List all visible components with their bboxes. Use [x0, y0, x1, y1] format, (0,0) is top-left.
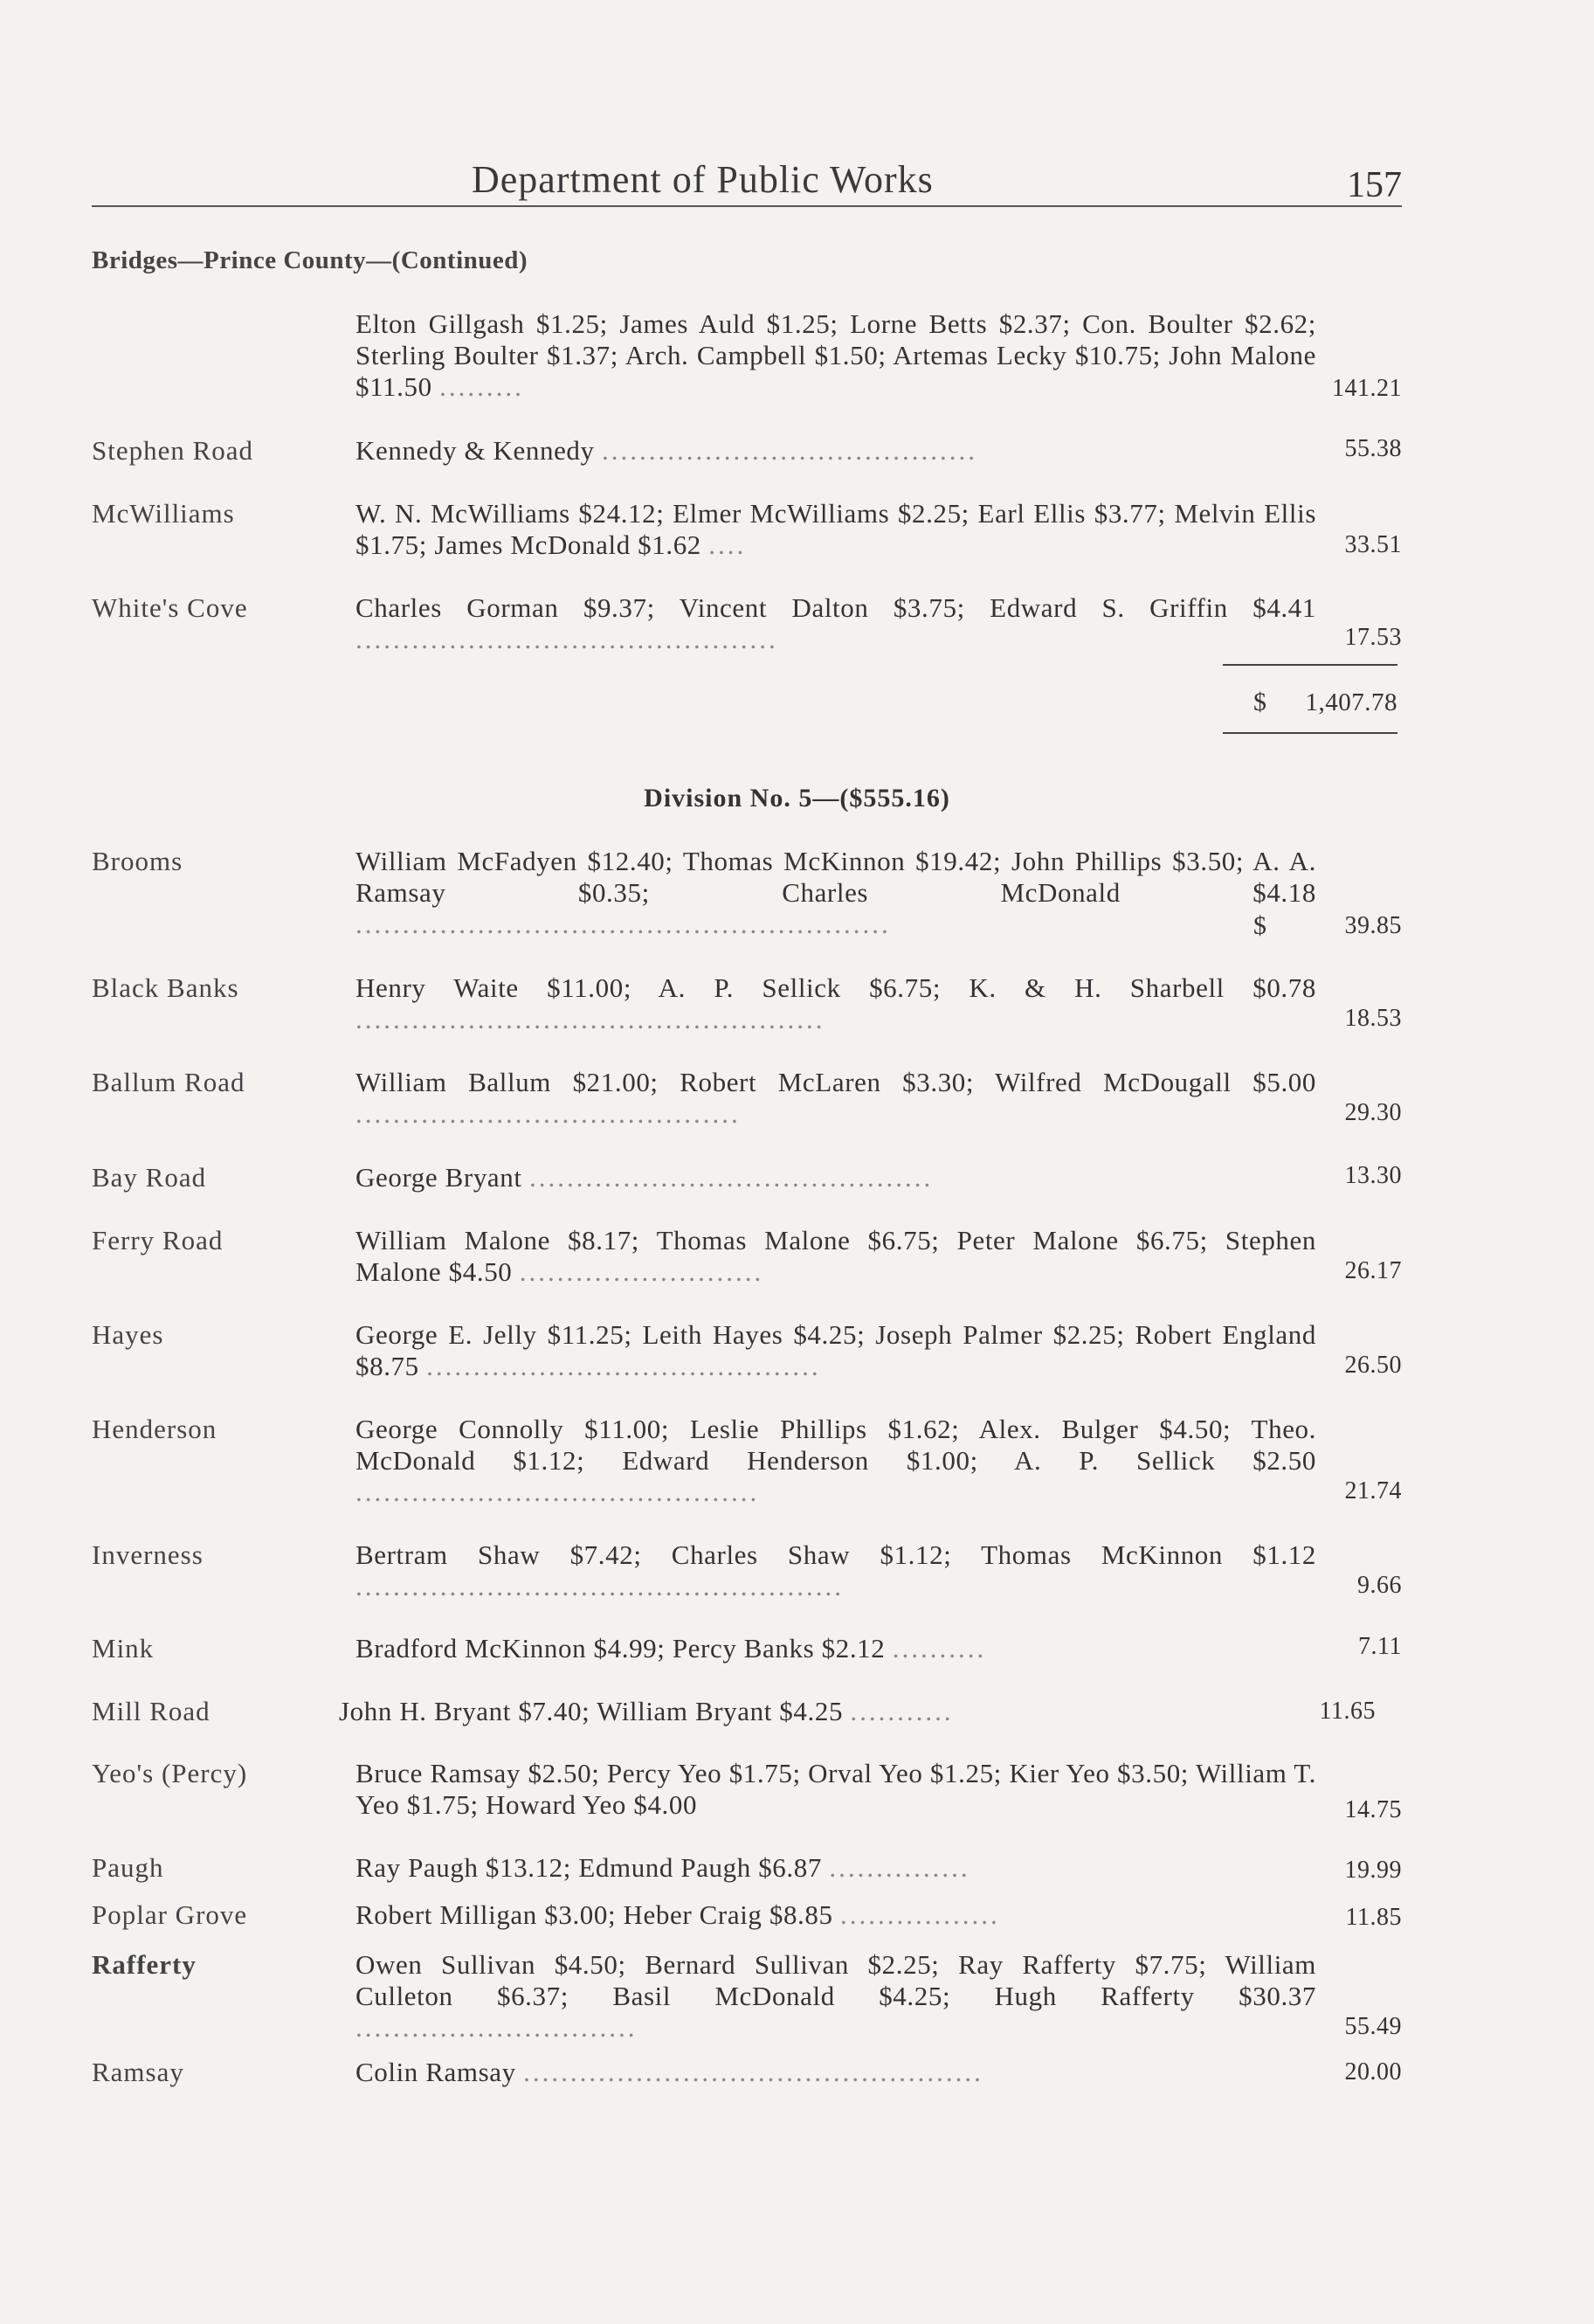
header-rule — [92, 205, 1402, 207]
row-amount: 19.99 — [1344, 1857, 1402, 1884]
row-amount: 33.51 — [1344, 531, 1402, 558]
page-header — [92, 157, 1402, 210]
row-amount: 26.50 — [1344, 1352, 1402, 1379]
row-amount: 17.53 — [1344, 624, 1402, 651]
row-amount: 55.38 — [1344, 435, 1402, 462]
payment-description: John H. Bryant $7.40; William Bryant $4.25 ........... — [339, 1696, 954, 1726]
payment-description: Colin Ramsay ................................................. — [355, 2057, 983, 2087]
row-amount: 18.53 — [1344, 1005, 1402, 1032]
road-name: Stephen Road — [92, 435, 254, 466]
row-amount: 14.75 — [1344, 1796, 1402, 1823]
road-name: Poplar Grove — [92, 1899, 248, 1930]
payment-description: William McFadyen $12.40; Thomas McKinnon $19.42; John Phillips $3.50; A. A. Ramsay $0.35; Charles McDonald $4.18 ......................................................... — [355, 846, 1316, 939]
payment-description: Bradford McKinnon $4.99; Percy Banks $2.12 .......... — [355, 1633, 987, 1663]
row-amount: 26.17 — [1344, 1257, 1402, 1284]
payment-description: Charles Gorman $9.37; Vincent Dalton $3.75; Edward S. Griffin $4.41 ............................................. — [355, 592, 1316, 654]
payment-description: Henry Waite $11.00; A. P. Sellick $6.75; K. & H. Sharbell $0.78 .................................................. — [355, 972, 1316, 1034]
row-amount: 7.11 — [1358, 1633, 1402, 1660]
payment-description: George Connolly $11.00; Leslie Phillips $1.62; Alex. Bulger $4.50; Theo. McDonald $1.12; Edward Henderson $1.00; A. P. Sellick $2.50 ........................................... — [355, 1414, 1316, 1507]
row-amount: 39.85 — [1344, 912, 1402, 939]
row-amount: 20.00 — [1344, 2058, 1402, 2085]
payment-description: William Ballum $21.00; Robert McLaren $3.30; Wilfred McDougall $5.00 ......................................... — [355, 1067, 1316, 1129]
row-amount: 9.66 — [1357, 1572, 1402, 1599]
road-name: Black Banks — [92, 972, 239, 1003]
payment-description: Bertram Shaw $7.42; Charles Shaw $1.12; Thomas McKinnon $1.12 .................................................... — [355, 1539, 1316, 1601]
road-name: Hayes — [92, 1319, 164, 1350]
row-amount: 141.21 — [1332, 375, 1402, 402]
page-title: Department of Public Works — [472, 158, 934, 201]
payment-description: Bruce Ramsay $2.50; Percy Yeo $1.75; Orval Yeo $1.25; Kier Yeo $3.50; William T. Yeo $1.75; Howard Yeo $4.00 — [355, 1758, 1316, 1820]
road-name: Bay Road — [92, 1162, 207, 1193]
total-amount: 1,407.78 — [1305, 688, 1397, 716]
payment-description: George Bryant ........................................... — [355, 1162, 934, 1193]
row-amount: 21.74 — [1344, 1477, 1402, 1504]
road-name: Mill Road — [92, 1696, 210, 1726]
road-name: Inverness — [92, 1539, 204, 1570]
page-number: 157 — [1347, 165, 1402, 205]
payment-description: W. N. McWilliams $24.12; Elmer McWilliams $2.25; Earl Ellis $3.77; Melvin Ellis $1.75; James McDonald $1.62 .... — [355, 498, 1316, 560]
road-name: Brooms — [92, 846, 183, 876]
row-amount: 13.30 — [1344, 1162, 1402, 1189]
total-rule — [1223, 664, 1397, 666]
road-name: Ballum Road — [92, 1067, 245, 1097]
road-name: Yeo's (Percy) — [92, 1758, 248, 1788]
road-name: White's Cove — [92, 592, 248, 623]
row-amount: 55.49 — [1344, 2013, 1402, 2040]
row-currency: $ — [1253, 911, 1266, 940]
row-amount: 11.65 — [1319, 1698, 1376, 1725]
road-name: Mink — [92, 1633, 155, 1663]
road-name: Rafferty — [92, 1949, 197, 1980]
row-amount: 11.85 — [1345, 1904, 1402, 1931]
total-rule — [1223, 732, 1397, 734]
row-amount: 29.30 — [1344, 1099, 1402, 1126]
road-name: Paugh — [92, 1852, 164, 1883]
payment-description: Robert Milligan $3.00; Heber Craig $8.85 ................. — [355, 1899, 1000, 1930]
payment-description: Ray Paugh $13.12; Edmund Paugh $6.87 ............... — [355, 1852, 970, 1883]
payment-description: Kennedy & Kennedy ........................................ — [355, 435, 977, 466]
road-name: McWilliams — [92, 498, 235, 529]
payment-description: Owen Sullivan $4.50; Bernard Sullivan $2.25; Ray Rafferty $7.75; William Culleton $6.37; Basil McDonald $4.25; Hugh Rafferty $30.37 .............................. — [355, 1949, 1316, 2043]
road-name: Ramsay — [92, 2057, 184, 2087]
road-name: Henderson — [92, 1414, 217, 1444]
payment-description: William Malone $8.17; Thomas Malone $6.75; Peter Malone $6.75; Stephen Malone $4.50 .......................... — [355, 1225, 1316, 1287]
road-name: Ferry Road — [92, 1225, 224, 1255]
payment-description: George E. Jelly $11.25; Leith Hayes $4.25; Joseph Palmer $2.25; Robert England $8.75 .......................................... — [355, 1319, 1316, 1381]
payment-description: Elton Gillgash $1.25; James Auld $1.25; Lorne Betts $2.37; Con. Boulter $2.62; Sterling Boulter $1.37; Arch. Campbell $1.50; Artemas Lecky $10.75; John Malone $11.50 ......... — [355, 308, 1316, 402]
section-title: Bridges—Prince County—(Continued) — [92, 246, 528, 274]
total-currency: $ — [1253, 688, 1266, 716]
division-title: Division No. 5—($555.16) — [644, 784, 950, 813]
